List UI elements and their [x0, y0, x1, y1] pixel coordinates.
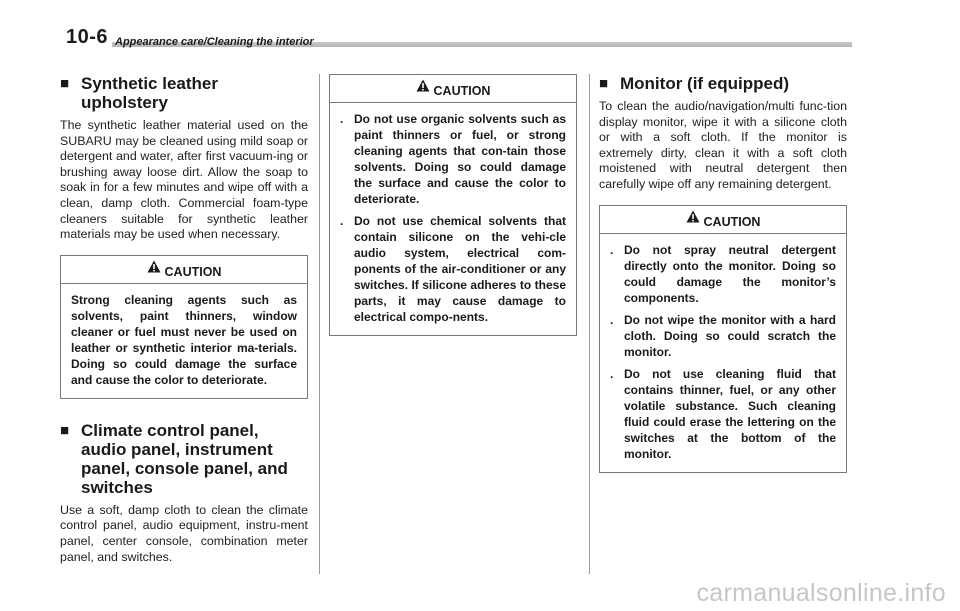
bullet-marker: . — [610, 242, 614, 257]
heading-square-icon: ■ — [60, 421, 70, 439]
bullet-marker: . — [610, 312, 614, 327]
column-right — [599, 74, 847, 473]
page-header — [66, 26, 852, 56]
paragraph-monitor: To clean the audio/navigation/multi func-tion display monitor, wipe it with a silicone cloth or with a soft cloth. If the monitor is extremely dirty, clean it with a soft cloth moistened with neutral detergent then carefully wipe off any remaining detergent. — [599, 99, 847, 191]
heading-climate-control — [60, 421, 308, 497]
caution-box-leather — [60, 255, 308, 399]
section-title: Appearance care/Cleaning the interior — [115, 36, 314, 48]
caution-header — [600, 206, 846, 234]
warning-triangle-icon — [147, 260, 161, 273]
caution-header — [330, 75, 576, 103]
watermark: carmanualsonline.info — [696, 579, 946, 607]
bullet-marker: . — [340, 214, 344, 228]
column-divider-2 — [589, 74, 590, 574]
heading-monitor — [599, 74, 847, 93]
caution-label: CAUTION — [164, 264, 222, 279]
paragraph-climate-control: Use a soft, damp cloth to clean the climate control panel, audio equipment, instru-ment panel, center console, combination meter panel, and switches. — [60, 502, 308, 564]
list-item — [340, 213, 566, 325]
caution-list — [600, 234, 846, 472]
warning-triangle-icon — [686, 210, 700, 223]
list-item-text: Do not spray neutral detergent directly onto the monitor. Doing so could damage the monitor’s components. — [624, 242, 836, 305]
column-middle — [329, 74, 577, 336]
heading-text: Climate control panel, audio panel, instrument panel, console panel, and switches — [81, 420, 288, 497]
caution-list — [330, 103, 576, 335]
page-number: 10-6 — [66, 26, 109, 48]
caution-label: CAUTION — [703, 214, 761, 229]
caution-box-monitor — [599, 205, 847, 473]
bullet-marker: . — [610, 366, 614, 381]
list-item-text: Do not use cleaning fluid that contains thinner, fuel, or any other volatile substance. Such cleaning fluid could erase the lettering on the switches at the bottom of the monitor. — [624, 366, 836, 461]
column-left — [60, 74, 308, 565]
list-item-text: Do not wipe the monitor with a hard cloth. Doing so could scratch the monitor. — [624, 312, 836, 359]
warning-triangle-icon — [416, 79, 430, 92]
caution-header — [61, 256, 307, 284]
list-item-text: Do not use organic solvents such as paint thinners or fuel, or strong cleaning agents that con-tain those solvents. Doing so could damage the surface and cause the color to deteriorate. — [354, 112, 566, 206]
heading-square-icon: ■ — [60, 75, 70, 92]
caution-label: CAUTION — [433, 84, 491, 98]
heading-synthetic-leather — [60, 74, 308, 112]
heading-text: Monitor (if equipped) — [620, 74, 790, 93]
heading-square-icon: ■ — [599, 75, 609, 92]
list-item — [610, 242, 836, 306]
column-divider-1 — [319, 74, 320, 574]
caution-box-solvents — [329, 74, 577, 336]
list-item — [610, 312, 836, 360]
list-item — [610, 366, 836, 462]
bullet-marker: . — [340, 112, 344, 126]
list-item-text: Do not use chemical solvents that contain silicone on the vehi-cle audio system, electrical com-ponents of the air-conditioner or any switches. If silicone adheres to these parts, it may cause damage to electrical compo-nents. — [354, 214, 566, 324]
list-item — [340, 111, 566, 207]
paragraph-synthetic-leather: The synthetic leather material used on the SUBARU may be cleaned using mild soap or detergent and water, after first vacuum-ing or brushing away loose dirt. Allow the soap to soak in for a few minutes and wipe off with a clean, damp cloth. Commercial foam-type cleaners suitable for synthetic leather materials may be used when necessary. — [60, 118, 308, 242]
heading-text: Synthetic leather upholstery — [81, 74, 218, 112]
caution-text: Strong cleaning agents such as solvents, paint thinners, window cleaner or fuel must never be used on leather or synthetic interior ma-terials. Doing so could damage the surface and cause the color to deteriorate. — [71, 292, 297, 387]
